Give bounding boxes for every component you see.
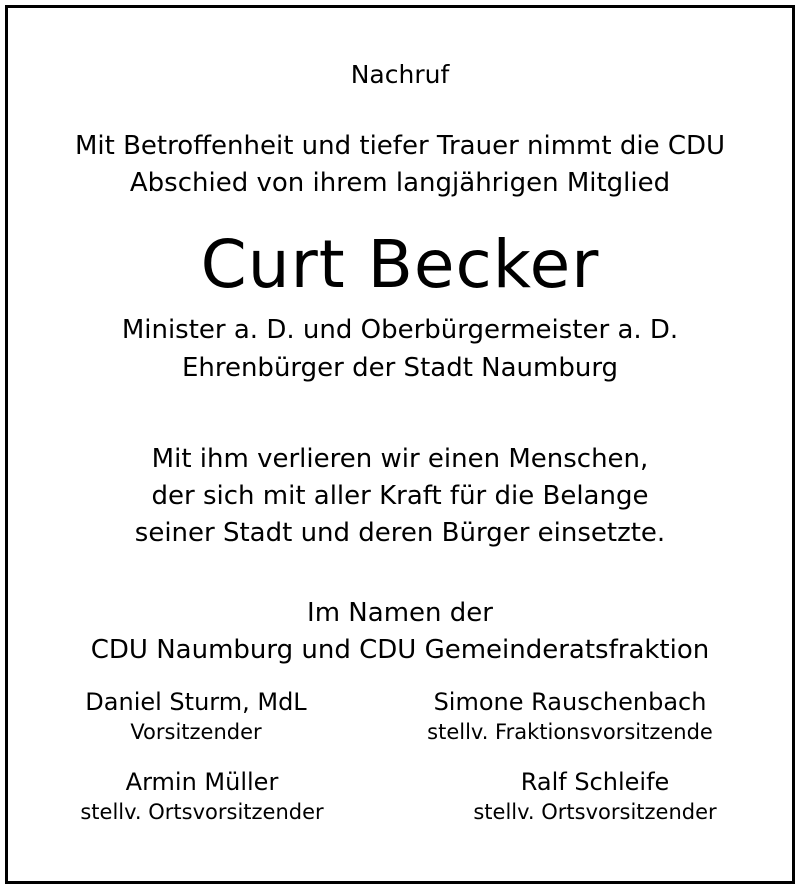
signatory-role: stellv. Ortsvorsitzender	[80, 800, 324, 824]
signatory-name: Ralf Schleife	[520, 768, 670, 796]
signatory-1	[16, 688, 376, 744]
signatory-name: Simone Rauschenbach	[433, 688, 707, 716]
title-line-2: Ehrenbürger der Stadt Naumburg	[181, 353, 619, 383]
on-behalf-line-2: CDU Naumburg und CDU Gemeinderatsfraktion	[90, 635, 710, 665]
tribute-line-2: der sich mit aller Kraft für die Belange	[151, 481, 649, 511]
notice-heading: Nachruf	[350, 60, 450, 89]
intro-line-2: Abschied von ihrem langjährigen Mitglied	[129, 168, 671, 198]
signatory-3	[22, 768, 382, 824]
signatory-4	[415, 768, 775, 824]
signatory-name: Daniel Sturm, MdL	[85, 688, 307, 716]
signatory-2	[390, 688, 750, 744]
intro-line-1: Mit Betroffenheit und tiefer Trauer nimmt die CDU	[74, 131, 726, 161]
title-line-1: Minister a. D. und Oberbürgermeister a. D.	[121, 315, 679, 345]
on-behalf-line-1: Im Namen der	[307, 598, 493, 628]
deceased-name: Curt Becker	[200, 226, 600, 303]
signatory-role: Vorsitzender	[130, 720, 262, 744]
tribute-line-3: seiner Stadt und deren Bürger einsetzte.	[134, 518, 666, 548]
signatory-role: stellv. Fraktionsvorsitzende	[427, 720, 713, 744]
signatory-role: stellv. Ortsvorsitzender	[473, 800, 717, 824]
tribute-line-1: Mit ihm verlieren wir einen Menschen,	[151, 444, 649, 474]
signatory-name: Armin Müller	[125, 768, 279, 796]
